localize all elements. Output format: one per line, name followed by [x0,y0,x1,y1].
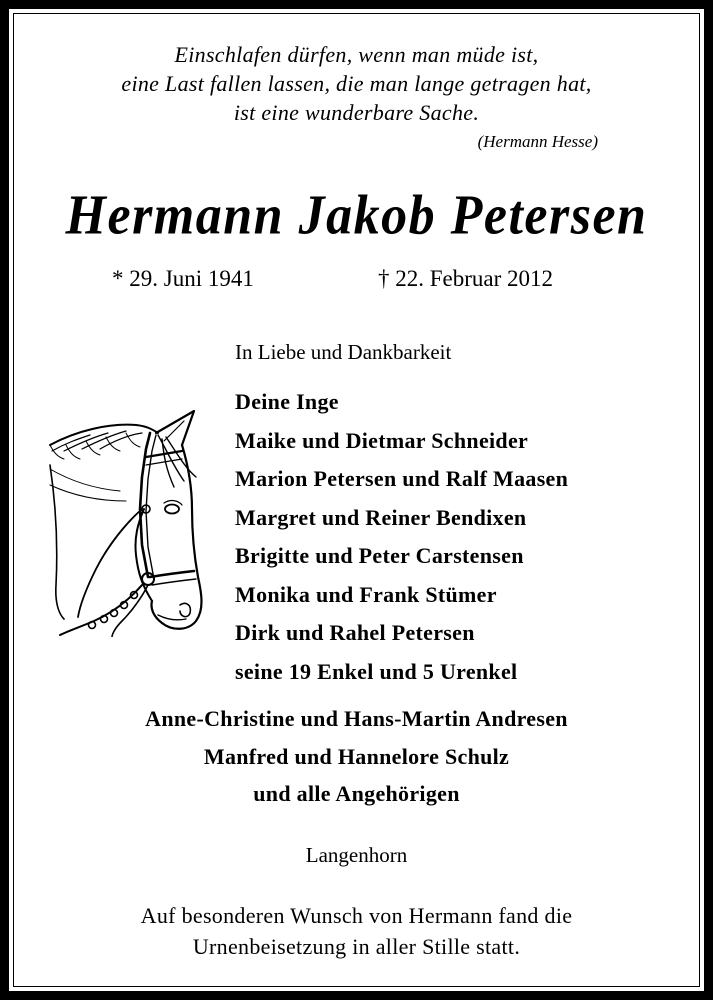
burial-note-line: Urnenbeisetzung in aller Stille statt. [192,934,521,959]
mourner-line: Dirk und Rahel Petersen [235,620,475,645]
mourner-line: Maike und Dietmar Schneider [235,427,529,453]
burial-note-line: Auf besonderen Wunsch von Hermann fand die [140,903,573,928]
mourner-line: Monika und Frank Stümer [235,581,497,607]
motto-line: eine Last fallen lassen, die man lange getragen hat, [121,71,592,96]
extended-mourner-line: Manfred und Hannelore Schulz [203,743,510,769]
motto-quote [20,40,693,127]
extended-mourner-line: Anne-Christine und Hans-Martin Andresen [145,706,568,731]
extended-mourners [0,700,713,813]
mourner-line: Brigitte und Peter Carstensen [235,543,524,568]
quote-author: (Hermann Hesse) [477,132,598,151]
extended-mourner-line: und alle Angehörigen [253,781,460,806]
place-name: Langenhorn [305,843,408,867]
motto-line: Einschlafen dürfen, wenn man müde ist, [174,42,539,67]
mourner-line: Marion Petersen und Ralf Maasen [235,466,569,491]
intro-text: In Liebe und Dankbarkeit [235,340,452,364]
mourner-line: Deine Inge [235,389,339,414]
deceased-name: Hermann Jakob Petersen [65,184,648,247]
motto-line: ist eine wunderbare Sache. [233,100,480,125]
mourners-list [235,383,568,691]
death-date: † 22. Februar 2012 [378,266,554,291]
birth-date: * 29. Juni 1941 [112,266,254,291]
burial-note [0,900,713,962]
horse-head-icon [46,405,208,637]
mourner-line: seine 19 Enkel und 5 Urenkel [235,658,518,684]
mourner-line: Margret und Reiner Bendixen [235,504,527,530]
